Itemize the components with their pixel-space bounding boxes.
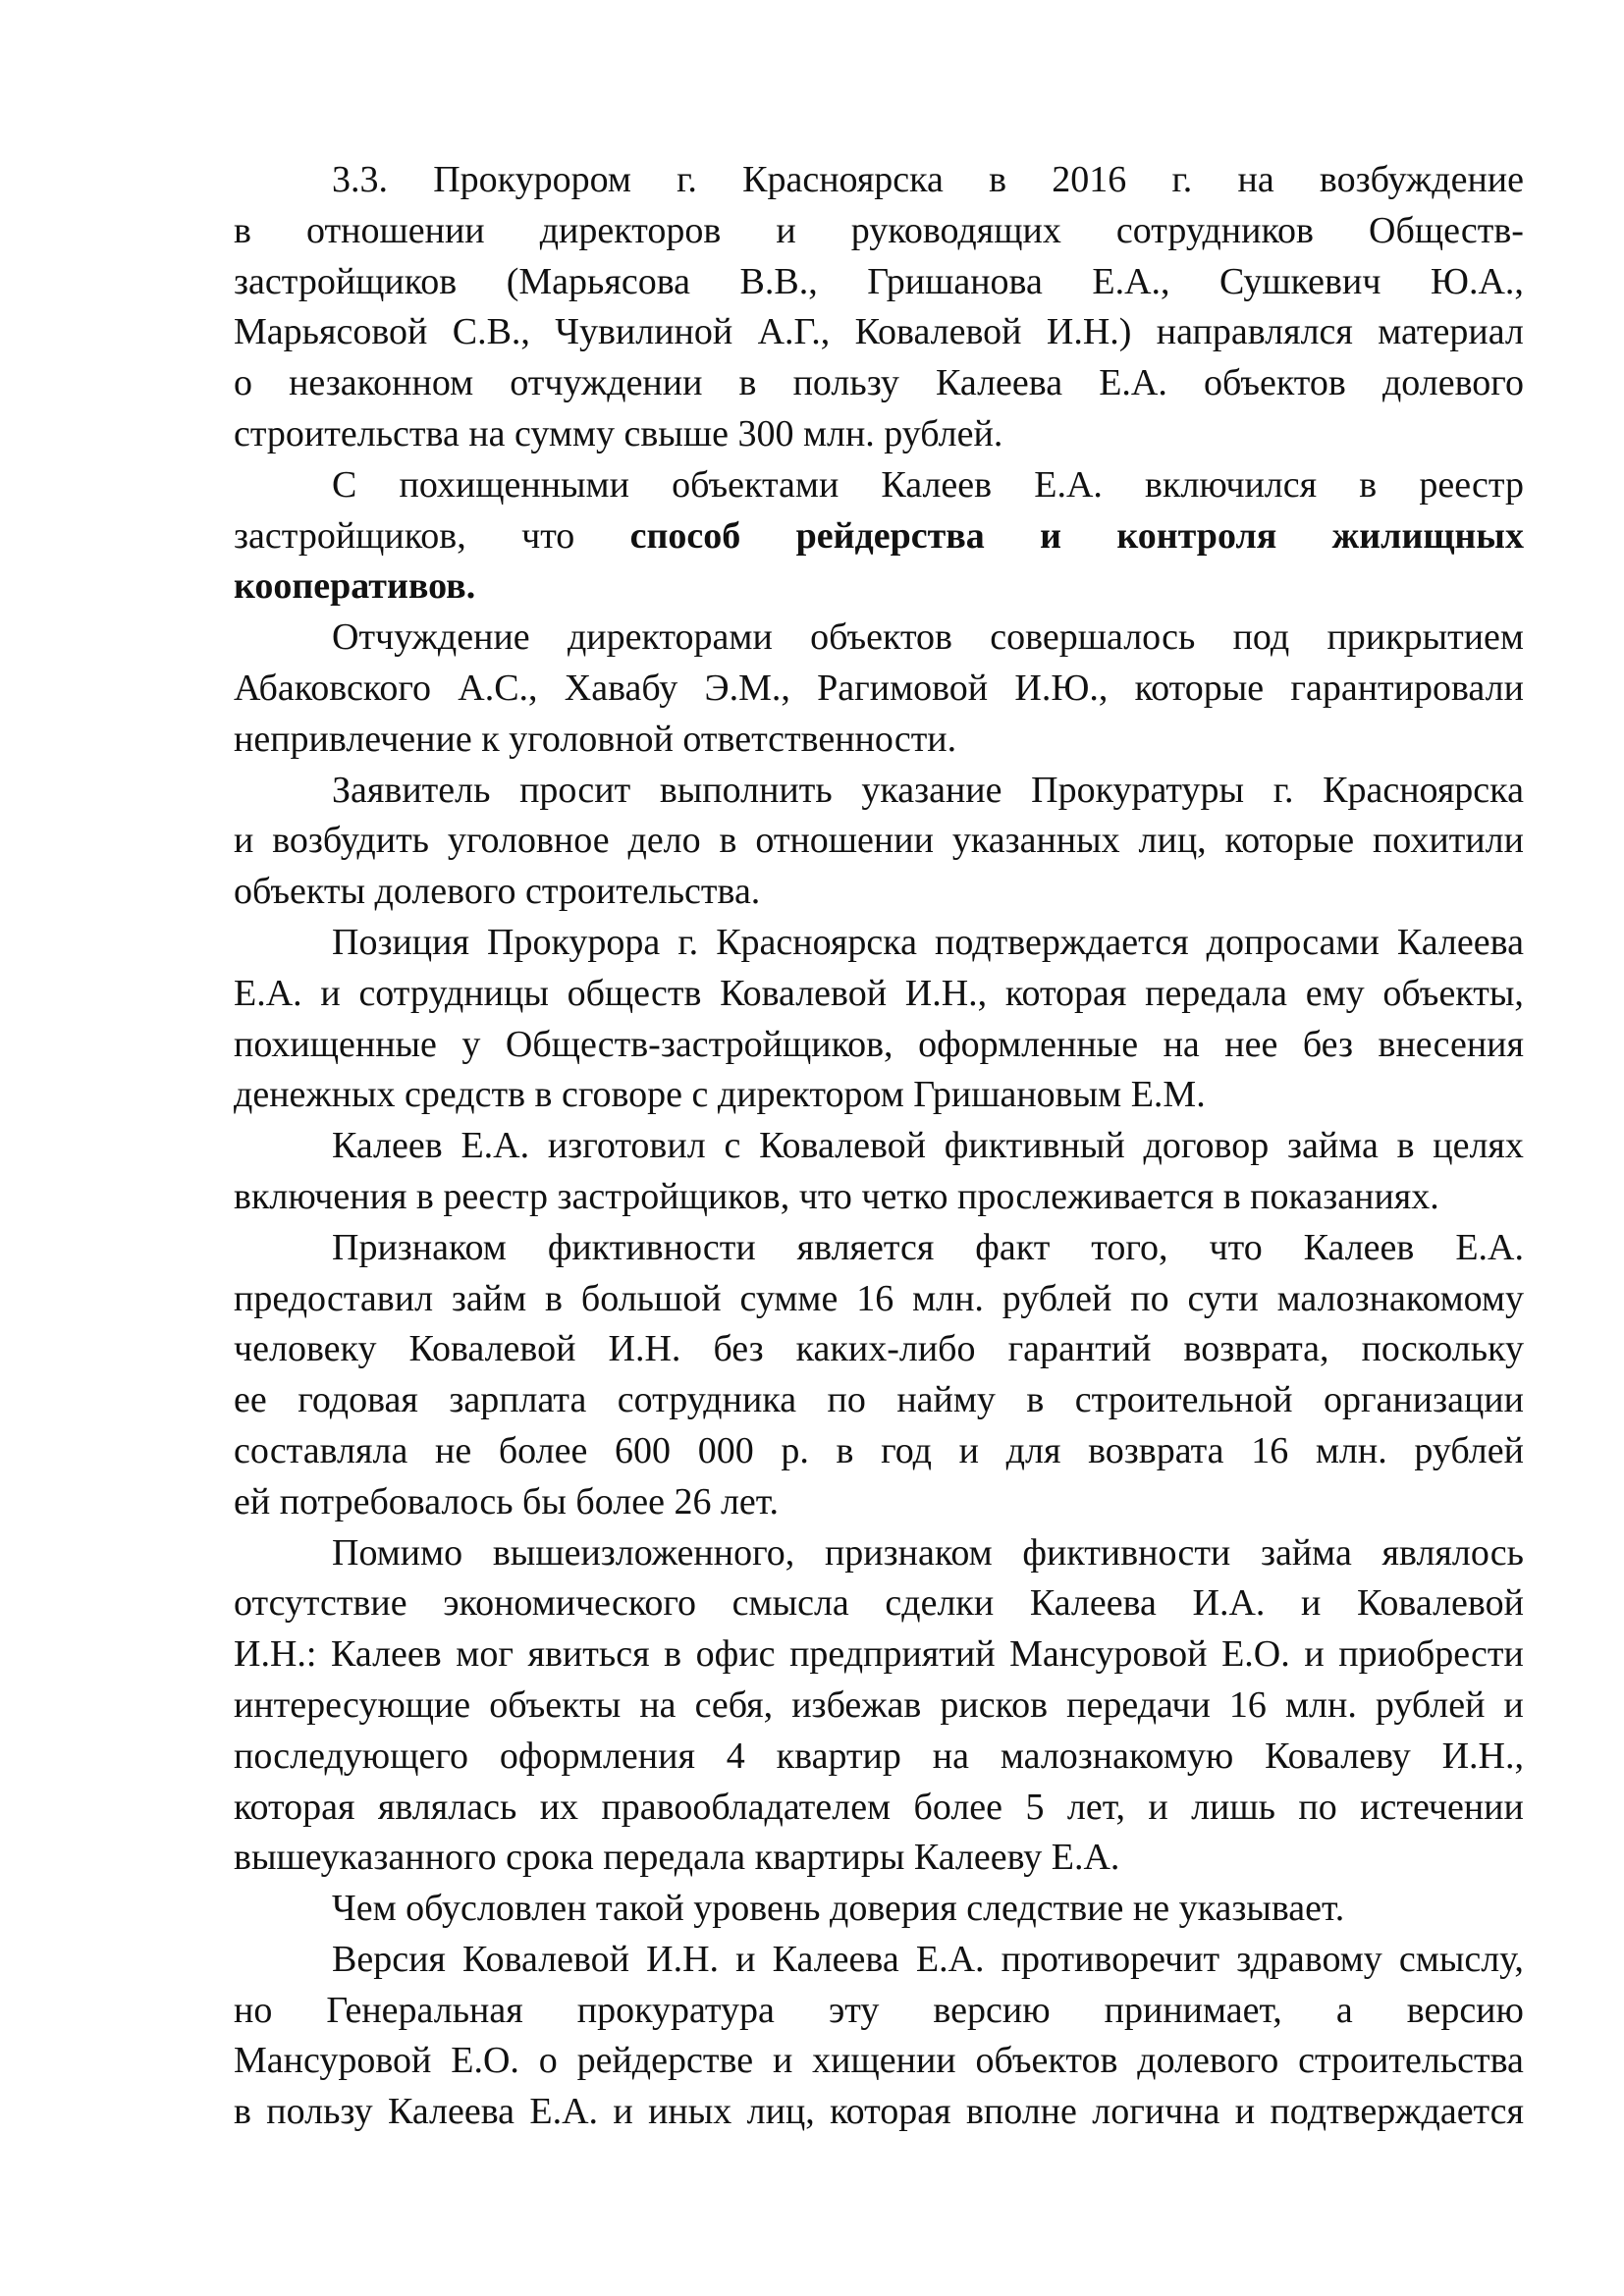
text-line: но Генеральная прокуратура эту версию принимает, а версию xyxy=(234,1989,1524,2031)
text-line: непривлечение к уголовной ответственности. xyxy=(234,718,957,760)
text-line: похищенные у Обществ-застройщиков, оформленные на нее без внесения xyxy=(234,1023,1524,1065)
text-line: строительства на сумму свыше 300 млн. рублей. xyxy=(234,412,1003,454)
text-line: Отчуждение директорами объектов совершалось под прикрытием xyxy=(332,616,1524,659)
text-line: Помимо вышеизложенного, признаком фиктивности займа являлось xyxy=(332,1531,1524,1574)
text-line: Чем обусловлен такой уровень доверия следствие не указывает. xyxy=(332,1888,1345,1930)
text-line: и возбудить уголовное дело в отношении указанных лиц, которые похитили xyxy=(234,820,1524,862)
text-line: Признаком фиктивности является факт того, что Калеев Е.А. xyxy=(332,1226,1524,1268)
text-line: застройщиков, что способ рейдерства и контроля жилищных xyxy=(234,514,1524,557)
text-line: Версия Ковалевой И.Н. и Калеева Е.А. противоречит здравому смыслу, xyxy=(332,1938,1524,1980)
paragraph xyxy=(234,1935,1524,2138)
text-line: Марьясовой С.В., Чувилиной А.Г., Ковалевой И.Н.) направлялся материал xyxy=(234,311,1524,353)
text-line: кооперативов. xyxy=(234,565,476,608)
text-line: Заявитель просит выполнить указание Прокуратуры г. Красноярска xyxy=(332,769,1524,811)
text-line: Калеев Е.А. изготовил с Ковалевой фиктивный договор займа в целях xyxy=(332,1125,1524,1167)
text-line: составляла не более 600 000 р. в год и для возврата 16 млн. рублей xyxy=(234,1429,1524,1471)
text-line: И.Н.: Калеев мог явиться в офис предприятий Мансуровой Е.О. и приобрести xyxy=(234,1633,1524,1676)
text-line: отсутствие экономического смысла сделки Калеева И.А. и Ковалевой xyxy=(234,1582,1524,1625)
text-line: включения в реестр застройщиков, что четко прослеживается в показаниях. xyxy=(234,1175,1439,1217)
text-line: человеку Ковалевой И.Н. без каких-либо гарантий возврата, поскольку xyxy=(234,1328,1524,1370)
document-body xyxy=(234,155,1524,2138)
paragraph xyxy=(234,613,1524,765)
text-line: о незаконном отчуждении в пользу Калеева Е.А. объектов долевого xyxy=(234,362,1524,404)
text-line: Абаковского А.С., Хавабу Э.М., Рагимовой И.Ю., которые гарантировали xyxy=(234,667,1524,709)
text-line: предоставил займ в большой сумме 16 млн. рублей по сути малознакомому xyxy=(234,1277,1524,1319)
text-line: ей потребовалось бы более 26 лет. xyxy=(234,1480,780,1522)
text-line: Мансуровой Е.О. о рейдерстве и хищении объектов долевого строительства xyxy=(234,2040,1524,2082)
text-line: Позиция Прокурора г. Красноярска подтверждается допросами Калеева xyxy=(332,921,1524,963)
paragraph xyxy=(234,1223,1524,1528)
paragraph xyxy=(234,766,1524,918)
paragraph xyxy=(234,1528,1524,1885)
text-line: интересующие объекты на себя, избежав рисков передачи 16 млн. рублей и xyxy=(234,1683,1524,1726)
text-line: Е.А. и сотрудницы обществ Ковалевой И.Н., которая передала ему объекты, xyxy=(234,972,1524,1014)
text-line: 3.3. Прокурором г. Красноярска в 2016 г. на возбуждение xyxy=(332,159,1524,200)
paragraph xyxy=(234,460,1524,613)
paragraph xyxy=(234,155,1524,460)
paragraph xyxy=(234,918,1524,1121)
text-line: в отношении директоров и руководящих сотрудников Обществ- xyxy=(234,209,1524,251)
text-line: застройщиков (Марьясова В.В., Гришанова Е.А., Сушкевич Ю.А., xyxy=(234,260,1524,302)
text-line: вышеуказанного срока передала квартиры Калееву Е.А. xyxy=(234,1837,1120,1879)
text-line: в пользу Калеева Е.А. и иных лиц, которая вполне логична и подтверждается xyxy=(234,2091,1524,2133)
text-line: ее годовая зарплата сотрудника по найму в строительной организации xyxy=(234,1379,1524,1421)
text-line: последующего оформления 4 квартир на малознакомую Ковалеву И.Н., xyxy=(234,1735,1524,1777)
text-line: объекты долевого строительства. xyxy=(234,871,761,913)
text-line: денежных средств в сговоре с директором Гришановым Е.М. xyxy=(234,1074,1206,1116)
text-line: которая являлась их правообладателем более 5 лет, и лишь по истечении xyxy=(234,1786,1524,1828)
paragraph xyxy=(234,1121,1524,1223)
paragraph xyxy=(234,1884,1524,1935)
text-line: С похищенными объектами Калеев Е.А. включился в реестр xyxy=(332,463,1524,506)
